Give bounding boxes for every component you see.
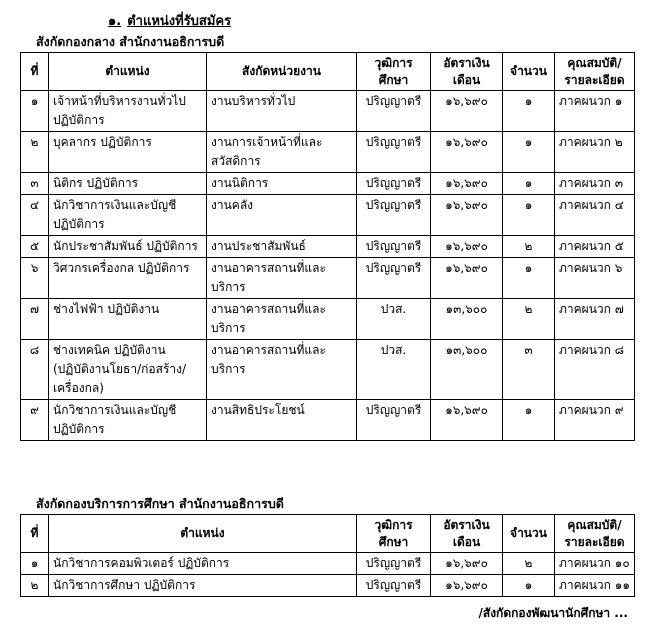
table-cell: ๑๖,๖๙๐ [431,575,503,597]
table-cell: ภาคผนวก ๔ [555,195,635,236]
table-cell: งานอาคารสถานที่และบริการ [207,258,357,299]
table-cell: ภาคผนวก ๘ [555,340,635,400]
table-cell: บุคลากร ปฏิบัติการ [49,132,207,173]
table-cell: ช่างไฟฟ้า ปฏิบัติงาน [49,299,207,340]
section-title-text: ตำแหน่งที่รับสมัคร [127,14,232,29]
table-cell: ๔ [21,195,49,236]
table-row [21,575,635,597]
table-cell: ภาคผนวก ๗ [555,299,635,340]
table-row [21,553,635,575]
table-cell: นักวิชาการเงินและบัญชี ปฏิบัติการ [49,400,207,441]
table-cell: นักประชาสัมพันธ์ ปฏิบัติการ [49,236,207,258]
table-cell: ภาคผนวก ๖ [555,258,635,299]
table-cell: งานการเจ้าหน้าที่และสวัสดิการ [207,132,357,173]
table-cell: ปริญญาตรี [357,400,431,441]
table-cell: ช่างเทคนิค ปฏิบัติงาน (ปฏิบัติงานโยธา/ก่อสร้าง/เครื่องกล) [49,340,207,400]
continuation-note: /สังกัดกองพัฒนานักศึกษา ... [478,606,628,620]
table-cell: ๑๖,๖๙๐ [431,236,503,258]
table-cell: ๑๖,๖๙๐ [431,258,503,299]
table-cell: ๓ [503,340,555,400]
table-cell: งานสิทธิประโยชน์ [207,400,357,441]
table-cell: ๕ [21,236,49,258]
table-cell: ๘ [21,340,49,400]
table-row [21,258,635,299]
table-cell: นิติกร ปฏิบัติการ [49,173,207,195]
table-cell: ๑๓,๖๐๐ [431,299,503,340]
table-cell: ปริญญาตรี [357,553,431,575]
table-cell: ปริญญาตรี [357,236,431,258]
table-cell: เจ้าหน้าที่บริหารงานทั่วไป ปฏิบัติการ [49,91,207,132]
table-cell: วิศวกรเครื่องกล ปฏิบัติการ [49,258,207,299]
table-row [21,299,635,340]
table-row [21,173,635,195]
table-cell: ๒ [503,299,555,340]
table-row [21,91,635,132]
column-header: อัตราเงินเดือน [431,515,503,553]
table-cell: ภาคผนวก ๒ [555,132,635,173]
section-title [108,10,231,31]
table-cell: นักวิชาการคอมพิวเตอร์ ปฏิบัติการ [49,553,357,575]
table-cell: งานอาคารสถานที่และบริการ [207,299,357,340]
table-cell: ปริญญาตรี [357,132,431,173]
table-row [21,340,635,400]
table-cell: ภาคผนวก ๑๐ [555,553,635,575]
section-number: ๑. [108,14,122,29]
column-header: อัตราเงินเดือน [431,53,503,91]
table-cell: ๗ [21,299,49,340]
table-cell: ปริญญาตรี [357,575,431,597]
table-row [21,195,635,236]
table-cell: งานคลัง [207,195,357,236]
table-cell: ๑๖,๖๙๐ [431,400,503,441]
table-cell: นักวิชาการศึกษา ปฏิบัติการ [49,575,357,597]
table-cell: ๑๖,๖๙๐ [431,91,503,132]
table-cell: ๑๖,๖๙๐ [431,195,503,236]
table2-heading: สังกัดกองบริการการศึกษา สำนักงานอธิการบดี [36,496,284,511]
table-cell: ๑๖,๖๙๐ [431,553,503,575]
column-header: ที่ [21,515,49,553]
table-cell: ๑ [503,91,555,132]
table-cell: ๒ [21,132,49,173]
table-cell: ๙ [21,400,49,441]
table-cell: ๑ [503,258,555,299]
table-cell: ภาคผนวก ๕ [555,236,635,258]
table-cell: ภาคผนวก ๓ [555,173,635,195]
table-row [21,400,635,441]
table-cell: ๖ [21,258,49,299]
positions-table-central-division [20,52,635,441]
column-header: สังกัดหน่วยงาน [207,53,357,91]
table-cell: ๒ [503,553,555,575]
table-cell: ภาคผนวก ๙ [555,400,635,441]
positions-table-education-service-division [20,514,635,597]
table-cell: งานประชาสัมพันธ์ [207,236,357,258]
table-cell: ๑ [503,173,555,195]
table-cell: ๓ [21,173,49,195]
table-cell: ภาคผนวก ๑ [555,91,635,132]
table-cell: ๑ [503,195,555,236]
table-cell: งานอาคารสถานที่และบริการ [207,340,357,400]
column-header: วุฒิการศึกษา [357,53,431,91]
table-cell: นักวิชาการเงินและบัญชี ปฏิบัติการ [49,195,207,236]
table-cell: งานนิติการ [207,173,357,195]
table-cell: งานบริหารทั่วไป [207,91,357,132]
table-cell: ๑ [21,553,49,575]
column-header: วุฒิการศึกษา [357,515,431,553]
table1-heading: สังกัดกองกลาง สำนักงานอธิการบดี [36,34,225,49]
table-cell: ๑ [21,91,49,132]
table-cell: ปริญญาตรี [357,173,431,195]
column-header: ที่ [21,53,49,91]
table-cell: ปวส. [357,340,431,400]
column-header: ตำแหน่ง [49,515,357,553]
column-header: คุณสมบัติ/รายละเอียด [555,53,635,91]
column-header: จำนวน [503,53,555,91]
table-cell: ปริญญาตรี [357,258,431,299]
table-row [21,236,635,258]
table-cell: ๒ [503,236,555,258]
table-cell: ภาคผนวก ๑๑ [555,575,635,597]
column-header: คุณสมบัติ/รายละเอียด [555,515,635,553]
table-cell: ๑๖,๖๙๐ [431,173,503,195]
table-cell: ปริญญาตรี [357,91,431,132]
table-cell: ปริญญาตรี [357,195,431,236]
table-cell: ๑๓,๖๐๐ [431,340,503,400]
table-cell: ๑ [503,400,555,441]
table-cell: ปวส. [357,299,431,340]
column-header: ตำแหน่ง [49,53,207,91]
table-cell: ๑ [503,132,555,173]
table-row [21,132,635,173]
table-cell: ๑๖,๖๙๐ [431,132,503,173]
table-cell: ๑ [503,575,555,597]
column-header: จำนวน [503,515,555,553]
table-cell: ๒ [21,575,49,597]
